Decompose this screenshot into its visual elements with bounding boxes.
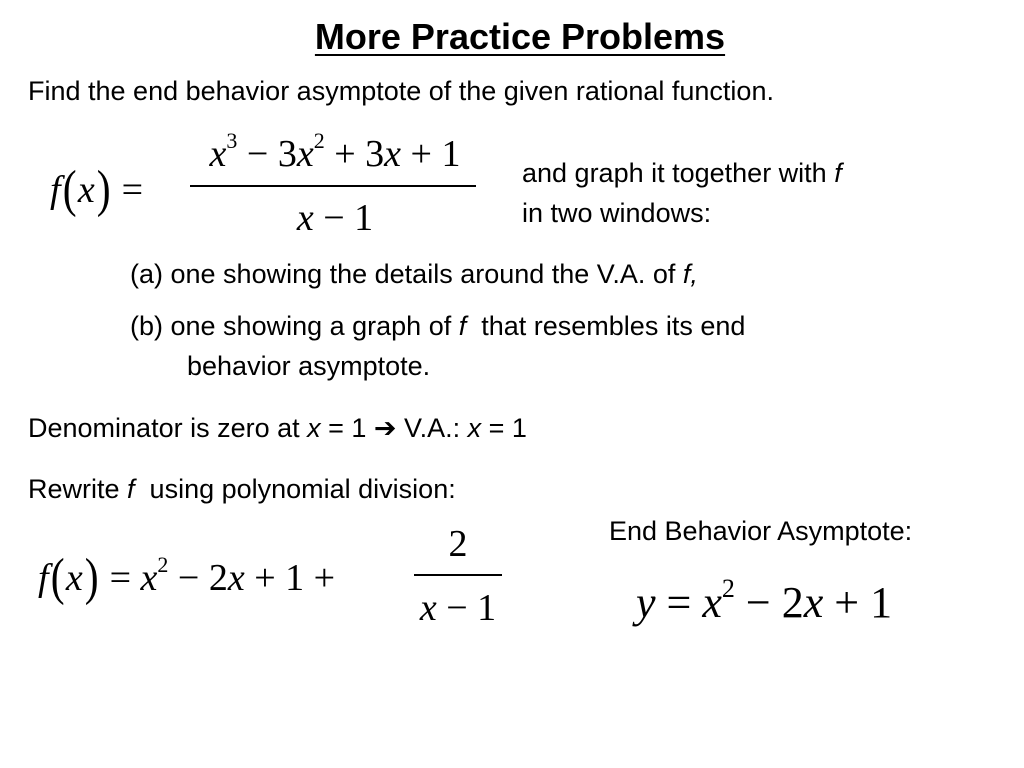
eba-label: End Behavior Asymptote: — [609, 516, 913, 546]
given-function-lhs: f(x) = — [50, 161, 144, 218]
given-f: f — [50, 169, 61, 211]
denominator-line: Denominator is zero at x = 1 ➔ V.A.: x = 1 — [28, 413, 527, 443]
part-b-line1: (b) one showing a graph of f that resembles its end — [130, 311, 746, 341]
given-equals: = — [121, 169, 144, 211]
part-a: (a) one showing the details around the V.A. of f, — [130, 259, 698, 289]
rewritten-fraction-bar — [414, 574, 502, 576]
rewritten-denominator: x − 1 — [419, 587, 497, 629]
arrow-icon: ➔ — [373, 413, 397, 443]
graph-instruction-line2: in two windows: — [522, 198, 712, 228]
page-title: More Practice Problems — [314, 16, 726, 57]
intro-text: Find the end behavior asymptote of the given rational function. — [28, 76, 774, 106]
given-denominator: x − 1 — [296, 197, 374, 239]
given-fraction-bar — [190, 185, 476, 187]
given-numerator: $x^3 - 3x^2 + 3x + 1$ — [209, 128, 461, 175]
rewritten-function-main: $f(x) = x^2 - 2x + 1$ + — [38, 549, 345, 606]
part-b-line2: behavior asymptote. — [187, 351, 431, 381]
rewrite-line: Rewrite f using polynomial division: — [28, 474, 456, 504]
rewritten-numerator: 2 — [448, 523, 468, 565]
given-x: x — [77, 169, 95, 211]
graph-instruction-line1: and graph it together with f — [522, 158, 842, 188]
eba-equation: $y = x^2 - 2x + 1$ — [636, 574, 893, 627]
